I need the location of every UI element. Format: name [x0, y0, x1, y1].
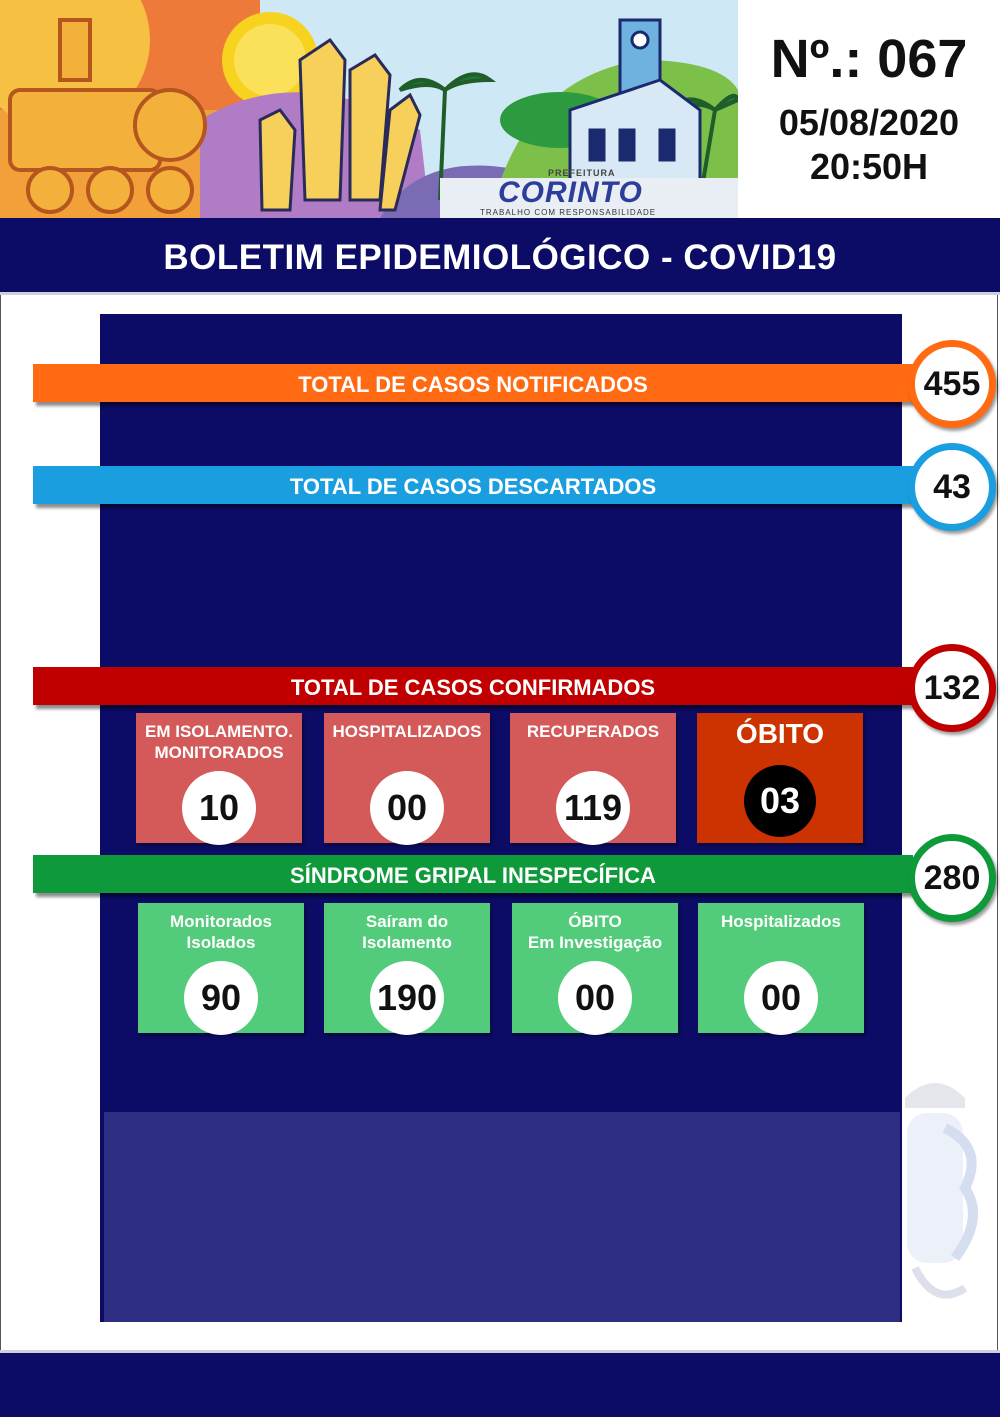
- descartados-label: TOTAL DE CASOS DESCARTADOS: [289, 474, 657, 499]
- card-hospitalizados-gripal: [698, 903, 864, 1033]
- coat-of-arms-watermark-icon: [885, 1068, 990, 1328]
- card-label: EM ISOLAMENTO. MONITORADOS: [145, 722, 293, 762]
- notificados-label: TOTAL DE CASOS NOTIFICADOS: [298, 372, 648, 397]
- card-label: RECUPERADOS: [526, 722, 660, 741]
- card-value: 10: [182, 771, 256, 845]
- card-obito: [697, 713, 863, 843]
- lower-info-box: [104, 1112, 900, 1322]
- confirmados-label: TOTAL DE CASOS CONFIRMADOS: [290, 675, 656, 700]
- logo-name: CORINTO: [498, 176, 643, 209]
- confirmados-value-badge: 132: [908, 644, 996, 732]
- card-label: Monitorados Isolados: [170, 912, 272, 952]
- sindrome-gripal-bar: [33, 855, 913, 893]
- issue-date: 05/08/2020: [778, 102, 960, 143]
- issue-time: 20:50H: [809, 146, 929, 187]
- notificados-value-badge: 455: [908, 340, 996, 428]
- sindrome-gripal-value-badge: 280: [908, 834, 996, 922]
- issue-panel: [738, 0, 1000, 218]
- card-isolamento-monitorados: [136, 713, 302, 843]
- title-bar: [0, 218, 1000, 295]
- issue-number: Nº.: 067: [770, 29, 968, 89]
- card-obito-em-investigacao: [512, 903, 678, 1033]
- logo-prefix: PREFEITURA: [548, 168, 616, 178]
- card-monitorados-isolados: [138, 903, 304, 1033]
- sindrome-gripal-label: SÍNDROME GRIPAL INESPECÍFICA: [290, 863, 656, 888]
- card-value: 190: [370, 961, 444, 1035]
- card-label: HOSPITALIZADOS: [332, 722, 482, 741]
- card-value: 00: [558, 961, 632, 1035]
- footer-bar: [0, 1350, 1000, 1417]
- card-hospitalizados: [324, 713, 490, 843]
- card-sairam-do-isolamento: [324, 903, 490, 1033]
- page-title: BOLETIM EPIDEMIOLÓGICO - COVID19: [163, 238, 837, 277]
- descartados-value-badge: 43: [908, 443, 996, 531]
- notificados-bar: [33, 364, 913, 402]
- card-label: ÓBITO: [735, 718, 825, 749]
- descartados-bar: [33, 466, 913, 504]
- card-value: 00: [370, 771, 444, 845]
- card-value: 00: [744, 961, 818, 1035]
- card-label: Saíram do Isolamento: [362, 912, 452, 952]
- card-label: ÓBITO Em Investigação: [527, 912, 663, 952]
- card-value: 119: [556, 771, 630, 845]
- card-recuperados: [510, 713, 676, 843]
- card-value: 90: [184, 961, 258, 1035]
- card-value: 03: [744, 765, 816, 837]
- confirmados-bar: [33, 667, 913, 705]
- corinto-logo: [478, 166, 678, 216]
- card-label: Hospitalizados: [721, 912, 841, 931]
- logo-tagline: TRABALHO COM RESPONSABILIDADE: [480, 208, 657, 217]
- city-banner-illustration: [0, 0, 738, 218]
